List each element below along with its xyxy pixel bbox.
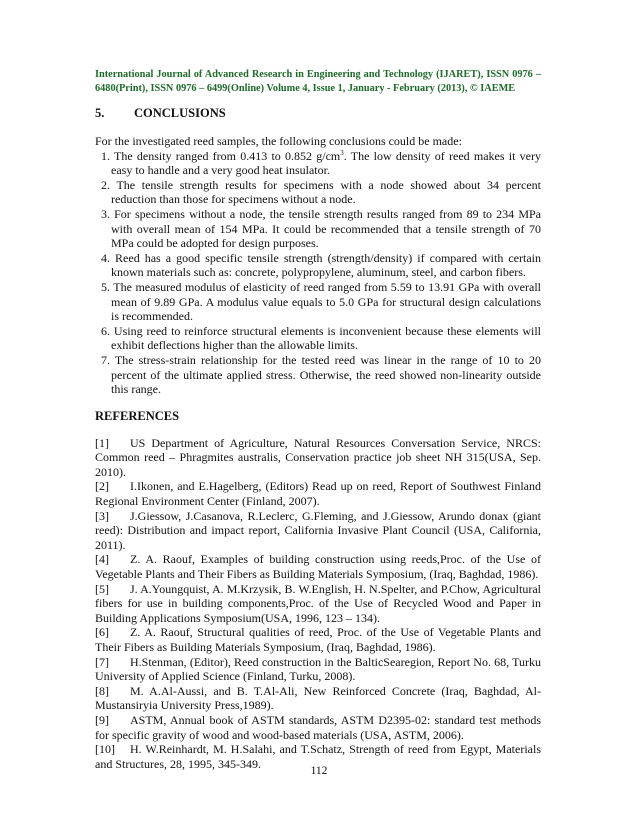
reference-item <box>95 582 541 626</box>
section-title: CONCLUSIONS <box>134 106 226 120</box>
superscript: 3 <box>340 148 344 157</box>
reference-tag: [1] <box>95 435 109 450</box>
reference-item <box>95 713 541 742</box>
references-heading: REFERENCES <box>95 408 180 423</box>
reference-text: H.Stenman, (Editor), Reed construction in the BalticSearegion, Report No. 68, Turku University of Applied Science (Finland, Turku, 2008). <box>95 654 541 684</box>
reference-tag: [4] <box>95 552 109 567</box>
reference-tag: [6] <box>95 625 109 640</box>
conclusion-text: . The low density of reed makes it very easy to handle and a very good heat insulator. <box>111 148 541 178</box>
conclusion-item: 5. The measured modulus of elasticity of reed ranged from 5.59 to 13.91 GPa with overall mean of 9.89 GPa. A modulus value equals to 5.0 GPa for structural design calculations is recommended. <box>101 279 541 324</box>
page-number: 112 <box>310 765 328 777</box>
conclusion-item: 3. For specimens without a node, the tensile strength results ranged from 89 to 234 MPa with overall mean of 154 MPa. It could be recommended that a tensile strength of 70 MPa could be adopted for design purposes. <box>101 206 541 251</box>
conclusions-intro: For the investigated reed samples, the following conclusions could be made: <box>95 134 462 148</box>
conclusion-item: 4. Reed has a good specific tensile strength (strength/density) if compared with certain known materials such as: concrete, polypropylene, aluminum, steel, and carbon fibers. <box>101 250 541 280</box>
conclusions-list <box>95 149 541 397</box>
reference-text: H. W.Reinhardt, M. H.Salahi, and T.Schatz, Strength of reed from Egypt, Materials and Structures, 28, 1995, 345-349. <box>95 742 541 771</box>
reference-text: ASTM, Annual book of ASTM standards, ASTM D2395-02: standard test methods for specific gravity of wood and wood-based materials (USA, ASTM, 2006). <box>95 712 541 742</box>
reference-text: US Department of Agriculture, Natural Resources Conversation Service, NRCS: Common reed – Phragmites australis, Conservation practice job sheet NH 315(USA, Sep. 2010). <box>95 435 541 479</box>
reference-item <box>95 509 541 553</box>
references-list <box>95 436 541 772</box>
conclusion-item: 2. The tensile strength results for specimens with a node showed about 34 percent reduction than those for specimens without a node. <box>101 177 541 207</box>
conclusion-text: 1. The density ranged from 0.413 to 0.852 g/cm <box>101 148 341 163</box>
reference-item <box>95 655 541 684</box>
reference-tag: [5] <box>95 581 109 596</box>
reference-text: Z. A. Raouf, Examples of building construction using reeds,Proc. of the Use of Vegetable Plants and Their Fibers as Building Materials Symposium, (Iraq, Baghdad, 1986). <box>95 552 541 582</box>
journal-header: International Journal of Advanced Research in Engineering and Technology (IJARET), ISSN 0976 – 6480(Print), ISSN 0976 – 6499(Online) Volume 4, Issue 1, January - February (2013), © IAEME <box>95 69 541 94</box>
reference-tag: [7] <box>95 654 109 669</box>
reference-item <box>95 479 541 508</box>
conclusion-item: 7. The stress-strain relationship for the tested reed was linear in the range of 10 to 20 percent of the ultimate applied stress. Otherwise, the reed showed non-linearity outside this range. <box>101 352 541 397</box>
reference-text: Z. A. Raouf, Structural qualities of reed, Proc. of the Use of Vegetable Plants and Their Fibers as Building Materials Symposium, (Iraq, Baghdad, 1986). <box>95 625 541 654</box>
page-content <box>95 68 541 771</box>
reference-item <box>95 684 541 713</box>
reference-text: J. A.Youngquist, A. M.Krzysik, B. W.English, H. N.Spelter, and P.Chow, Agricultural fibers for use in building components,Proc. of the Use of Recycled Wood and Paper in Building Applications Symposium(USA, 1996, 123 – 134). <box>95 581 541 625</box>
reference-text: M. A.Al-Aussi, and B. T.Al-Ali, New Reinforced Concrete (Iraq, Baghdad, Al-Mustansiryia University Press,1989). <box>95 683 541 713</box>
reference-item <box>95 625 541 654</box>
conclusion-item <box>95 149 541 178</box>
section-number: 5. <box>95 106 105 120</box>
reference-text: I.Ikonen, and E.Hagelberg, (Editors) Read up on reed, Report of Southwest Finland Regional Environment Center (Finland, 2007). <box>95 479 541 509</box>
reference-text: J.Giessow, J.Casanova, R.Leclerc, G.Fleming, and J.Giessow, Arundo donax (giant reed): Distribution and impact report, California Invasive Plant Council (USA, California, 2011). <box>95 508 541 552</box>
reference-tag: [3] <box>95 508 109 523</box>
reference-tag: [10] <box>95 742 115 757</box>
reference-tag: [9] <box>95 712 109 727</box>
section-heading-conclusions <box>95 106 541 124</box>
reference-tag: [2] <box>95 479 109 494</box>
reference-item <box>95 552 541 581</box>
conclusion-item: 6. Using reed to reinforce structural elements is inconvenient because these elements will exhibit deflections higher than the allowable limits. <box>101 323 541 353</box>
reference-item <box>95 436 541 480</box>
reference-tag: [8] <box>95 683 109 698</box>
